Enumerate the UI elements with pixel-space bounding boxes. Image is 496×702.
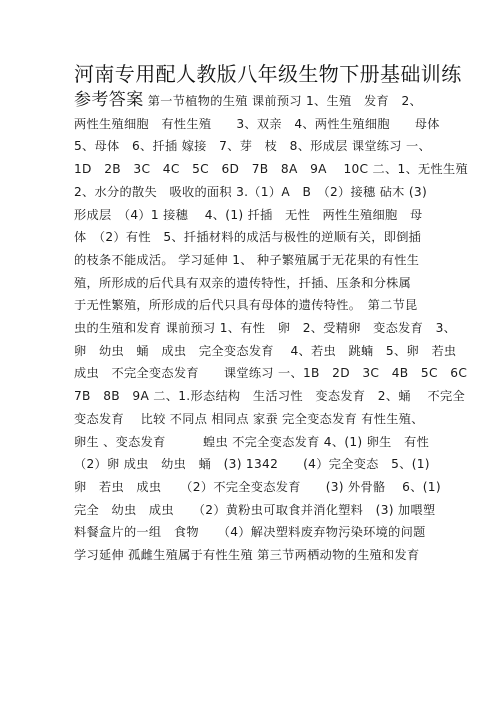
answer-body-text xyxy=(74,89,469,567)
text-line-12: 卵 幼虫 蛹 成虫 完全变态发育 4、若虫 跳蝻 5、卵 若虫 xyxy=(74,343,457,358)
text-line-11: 虫的生殖和发育 课前预习 1、有性 卵 2、受精卵 变态发育 3、 xyxy=(74,321,457,336)
text-line-8: 的枝条不能成活。 学习延伸 1、 种子繁殖属于无花果的有性生 xyxy=(74,252,420,267)
text-line-13: 成虫 不完全变态发育 课堂练习 一、1B 2D 3C 4B 5C 6C xyxy=(74,366,468,381)
text-line-17: （2）卵 成虫 幼虫 蛹 (3) 1342 (4）完全变态 5、(1) xyxy=(74,457,430,472)
text-line-7: 体 （2）有性 5、扦插材料的成活与极性的逆顺有关，即倒插 xyxy=(74,230,422,245)
text-line-5: 2、水分的散失 吸收的面积 3.（1）A B （2）接穗 砧木 (3) xyxy=(74,184,427,199)
text-line-14: 7B 8B 9A 二、1.形态结构 生活习性 变态发育 2、蛹 不完全 xyxy=(74,389,465,404)
text-line-10: 于无性繁殖，所形成的后代只具有母体的遗传特性。 第二节昆 xyxy=(74,298,418,313)
text-line-2: 两性生殖细胞 有性生殖 3、双亲 4、两性生殖细胞 母体 xyxy=(74,116,440,131)
document-title: 河南专用配人教版八年级生物下册基础训练 xyxy=(74,62,462,86)
text-line-3: 5、母体 6、扦插 嫁接 7、芽 枝 8、形成层 课堂练习 一、 xyxy=(74,139,431,154)
text-line-4: 1D 2B 3C 4C 5C 6D 7B 8A 9A 10C 二、1、无性生殖 xyxy=(74,162,469,177)
text-line-19: 完全 幼虫 成虫 （2）黄粉虫可取食并消化塑料 (3) 加喂塑 xyxy=(74,502,436,517)
text-line-16: 卵生 、变态发育 蝗虫 不完全变态发育 4、(1) 卵生 有性 xyxy=(74,434,430,449)
answer-heading: 参考答案 xyxy=(74,90,144,110)
text-line-20: 料餐盒片的一组 食物 （4）解决塑料废弃物污染环境的问题 xyxy=(74,525,426,540)
text-line-21: 学习延伸 孤雌生殖属于有性生殖 第三节两栖动物的生殖和发育 xyxy=(74,548,420,563)
text-line-18: 卵 若虫 成虫 （2）不完全变态发育 (3) 外骨骼 6、(1) xyxy=(74,479,441,494)
text-line-15: 变态发育 比较 不同点 相同点 家蚕 完全变态发育 有性生殖、 xyxy=(74,411,424,426)
text-line-9: 殖，所形成的后代具有双亲的遗传特性，扦插、压条和分株属 xyxy=(74,275,412,290)
text-line-6: 形成层 （4）1 接穗 4、(1) 扦插 无性 两性生殖细胞 母 xyxy=(74,207,423,222)
text-line-1: 第一节植物的生殖 课前预习 1、生殖 发育 2、 xyxy=(147,94,423,108)
